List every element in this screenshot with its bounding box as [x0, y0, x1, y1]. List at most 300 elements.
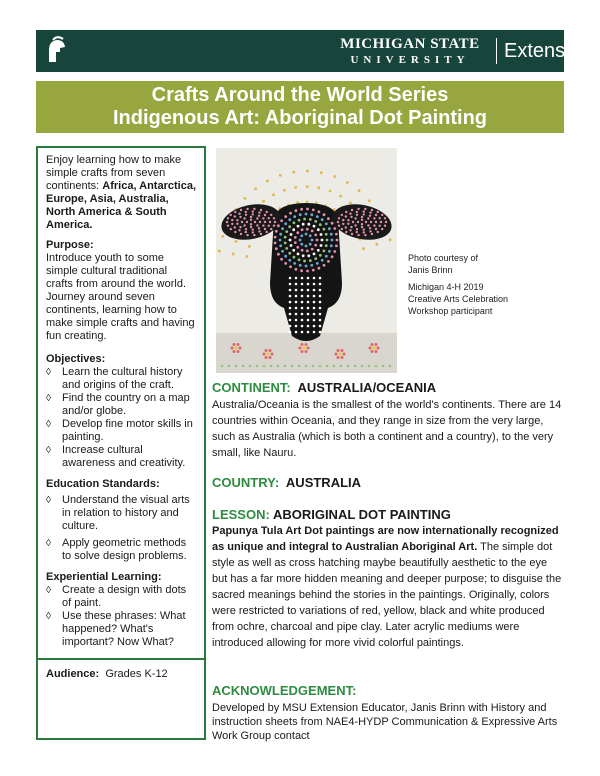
paint-dot [263, 353, 266, 356]
paint-dot [221, 365, 224, 368]
paint-dot [357, 208, 359, 210]
paint-dot [284, 262, 287, 265]
paint-dot [292, 171, 295, 174]
paint-dot [313, 301, 316, 304]
paint-dot [389, 365, 392, 368]
paint-dot [265, 356, 268, 359]
paint-dot [368, 365, 371, 368]
paint-dot [375, 228, 377, 230]
paint-dot [305, 350, 308, 353]
paint-dot [239, 226, 241, 228]
paint-dot [246, 208, 248, 210]
paint-dot [281, 227, 284, 230]
paint-dot [295, 209, 298, 212]
paint-dot [300, 243, 303, 246]
paint-dot [300, 234, 303, 237]
paint-dot [364, 208, 366, 210]
paint-dot [285, 230, 288, 233]
caption-line: Photo courtesy of [408, 253, 479, 263]
caption-line: Workshop participant [408, 306, 493, 316]
paint-dot [319, 301, 322, 304]
paint-dot [300, 208, 303, 211]
paint-dot [240, 233, 242, 235]
paint-dot [363, 213, 365, 215]
msu-wordmark-line2: UNIVERSITY [350, 54, 470, 66]
caption-line: Creative Arts Celebration [408, 294, 509, 304]
paint-dot [289, 301, 292, 304]
paint-dot [356, 211, 358, 213]
paint-dot [301, 249, 304, 252]
paint-dot [307, 289, 310, 292]
paint-dot [288, 225, 291, 228]
paint-dot [312, 269, 315, 272]
paint-dot [331, 222, 334, 225]
paint-dot [375, 365, 378, 368]
paint-dot [237, 350, 240, 353]
paint-dot [307, 313, 310, 316]
msu-wordmark-line1: MICHIGAN STATE [340, 36, 480, 52]
paint-dot [239, 347, 242, 350]
country-heading [212, 475, 564, 490]
paint-dot [284, 236, 287, 239]
paint-dot [379, 217, 381, 219]
country-section [212, 475, 564, 490]
acknowledgement-heading: ACKNOWLEDGEMENT: [212, 683, 357, 698]
caption-event [408, 281, 558, 317]
paint-dot [292, 228, 295, 231]
paint-dot [284, 365, 287, 368]
paint-dot [312, 209, 315, 212]
paint-dot [358, 189, 361, 192]
paint-dot [373, 224, 375, 226]
paint-dot [299, 347, 302, 350]
paint-dot [289, 265, 292, 268]
paint-dot [273, 225, 275, 227]
paint-dot [279, 244, 282, 247]
list-item: ◊ Create a design with dots of paint. [46, 584, 196, 610]
paint-dot [281, 250, 284, 253]
country-label: COUNTRY: [212, 475, 280, 490]
paint-dot [266, 211, 268, 213]
paint-dot [343, 353, 346, 356]
paint-dot [252, 231, 254, 233]
paint-dot [319, 223, 322, 226]
paint-dot [244, 197, 247, 200]
paint-dot [329, 190, 332, 193]
paint-dot [230, 228, 232, 230]
paint-dot [313, 225, 316, 228]
sidebar-intro [46, 154, 196, 232]
lesson-value: ABORIGINAL DOT PAINTING [272, 507, 451, 522]
paint-dot [283, 189, 286, 192]
paint-dot [305, 365, 308, 368]
paint-dot [385, 221, 387, 223]
paint-dot [347, 223, 349, 225]
paint-dot [250, 226, 252, 228]
paint-dot [262, 217, 264, 219]
paint-dot [368, 199, 371, 202]
paint-dot [311, 248, 314, 251]
msu-wordmark [330, 37, 490, 66]
paint-dot [295, 325, 298, 328]
paint-dot [231, 219, 233, 221]
paint-dot [245, 211, 247, 213]
paint-dot [305, 213, 308, 216]
paint-dot [331, 239, 334, 242]
paint-dot [338, 217, 340, 219]
paint-dot [295, 307, 298, 310]
paint-dot [264, 228, 266, 230]
objectives-section [46, 353, 196, 470]
paint-dot [320, 171, 323, 174]
paint-dot [267, 353, 270, 356]
acknowledgement-text: Developed by MSU Extension Educator, Janis Brinn with History and instruction sheets from NAE4-HYDP Communication & Expressive Arts Work Group contact [212, 702, 558, 742]
paint-dot [299, 213, 302, 216]
paint-dot [231, 223, 233, 225]
paint-dot [333, 227, 336, 230]
lesson-body-text: The simple dot style as well as cross hatching maybe beautifully aesthetic to the eye but has a far more hidden meaning and deeper purpose; to disguise the sacred meanings behind the stories in the paintings. Originally, colors were restricted to variations of red, yellow, black and white produced from ochre, charcoal and pipe clay. Later acrylic mediums were introduced allowing for more vivid colorful paintings. [212, 541, 562, 649]
paint-dot [285, 247, 288, 250]
objectives-heading: Objectives: [46, 353, 106, 365]
paint-dot [305, 343, 308, 346]
paint-dot [341, 349, 344, 352]
paint-dot [316, 262, 319, 265]
paint-dot [309, 218, 312, 221]
paint-dot [284, 222, 287, 225]
dot-painting-photo [216, 148, 397, 373]
paint-dot [277, 253, 280, 256]
paint-dot [246, 221, 248, 223]
paint-dot [233, 343, 236, 346]
continent-section [212, 380, 564, 461]
continent-heading [212, 380, 564, 395]
paint-dot [252, 210, 254, 212]
paint-dot [258, 230, 260, 232]
paint-dot [289, 295, 292, 298]
paint-dot [349, 202, 352, 205]
paint-dot [268, 225, 270, 227]
paint-dot [243, 224, 245, 226]
paint-dot [259, 221, 261, 223]
standards-list [46, 494, 196, 563]
paint-dot [325, 222, 328, 225]
paint-dot [295, 268, 298, 271]
paint-dot [338, 225, 340, 227]
paint-dot [313, 307, 316, 310]
paint-dot [321, 259, 324, 262]
title-band [36, 81, 564, 133]
sidebar [36, 146, 206, 740]
paint-dot [354, 224, 356, 226]
paint-dot [314, 257, 317, 260]
paint-dot [307, 319, 310, 322]
spartan-helmet-icon [44, 36, 68, 66]
paint-dot [289, 313, 292, 316]
paint-dot [301, 277, 304, 280]
paint-dot [325, 255, 328, 258]
paint-dot [380, 221, 382, 223]
paint-dot [319, 307, 322, 310]
paint-dot [289, 325, 292, 328]
experiential-section [46, 571, 196, 649]
paint-dot [319, 254, 322, 257]
list-item: ◊ Apply geometric methods to solve design problems. [46, 537, 196, 563]
paint-dot [298, 219, 301, 222]
paint-dot [354, 217, 356, 219]
paint-dot [309, 259, 312, 262]
paint-dot [314, 220, 317, 223]
paint-dot [295, 313, 298, 316]
paint-dot [345, 231, 347, 233]
paint-dot [269, 349, 272, 352]
paint-dot [238, 229, 240, 231]
objectives-list [46, 366, 196, 470]
continent-label: CONTINENT: [212, 380, 291, 395]
paint-dot [314, 244, 317, 247]
paint-dot [297, 253, 300, 256]
paint-dot [289, 331, 292, 334]
paint-dot [317, 228, 320, 231]
paint-dot [342, 223, 344, 225]
paint-dot [351, 233, 353, 235]
paint-dot [249, 365, 252, 368]
paint-dot [313, 319, 316, 322]
paint-dot [345, 226, 347, 228]
paint-dot [236, 223, 238, 225]
paint-dot [323, 264, 326, 267]
paint-dot [250, 223, 252, 225]
paint-dot [347, 365, 350, 368]
paint-dot [294, 241, 297, 244]
paint-dot [246, 255, 249, 258]
paint-dot [319, 283, 322, 286]
paint-dot [341, 356, 344, 359]
lesson-title: Indigenous Art: Aboriginal Dot Painting [112, 107, 488, 129]
paint-dot [295, 289, 298, 292]
paint-dot [321, 218, 324, 221]
paint-dot [265, 349, 268, 352]
paint-dot [316, 239, 319, 242]
paint-dot [230, 214, 232, 216]
paint-dot [245, 214, 247, 216]
paint-dot [375, 214, 377, 216]
paint-dot [321, 239, 324, 242]
experiential-heading: Experiential Learning: [46, 571, 162, 583]
paint-dot [298, 365, 301, 368]
paint-dot [362, 247, 365, 250]
paint-dot [274, 236, 277, 239]
paint-dot [384, 217, 386, 219]
paint-dot [337, 349, 340, 352]
paint-dot [279, 239, 282, 242]
paint-dot [335, 353, 338, 356]
paint-dot [327, 217, 330, 220]
paint-dot [349, 213, 351, 215]
paint-dot [289, 283, 292, 286]
paint-dot [270, 365, 273, 368]
paint-dot [318, 267, 321, 270]
paint-dot [349, 229, 351, 231]
paint-dot [302, 254, 305, 257]
paint-dot [254, 187, 257, 190]
paint-dot [256, 217, 258, 219]
paint-dot [289, 289, 292, 292]
paint-dot [356, 228, 358, 230]
paint-dot [288, 259, 291, 262]
list-item: ◊ Learn the cultural history and origins of the craft. [46, 366, 196, 392]
paint-dot [292, 249, 295, 252]
paint-dot [291, 365, 294, 368]
paint-dot [375, 350, 378, 353]
paint-dot [260, 233, 262, 235]
paint-dot [316, 215, 319, 218]
paint-dot [284, 242, 287, 245]
paint-dot [361, 219, 363, 221]
paint-dot [333, 175, 336, 178]
acknowledgement-section [212, 683, 564, 743]
paint-dot [306, 250, 309, 253]
paint-dot [306, 208, 309, 211]
paint-dot [307, 331, 310, 334]
paint-dot [301, 228, 304, 231]
paint-dot [258, 211, 260, 213]
paint-dot [371, 350, 374, 353]
paint-dot [221, 235, 224, 238]
paint-dot [280, 219, 283, 222]
paint-dot [333, 250, 336, 253]
paint-dot [300, 269, 303, 272]
paint-dot [361, 365, 364, 368]
paint-dot [361, 216, 363, 218]
paint-dot [307, 347, 310, 350]
paint-dot [284, 215, 287, 218]
paint-dot [305, 233, 308, 236]
paint-dot [301, 331, 304, 334]
photo-caption [408, 252, 558, 322]
paint-dot [303, 218, 306, 221]
paint-dot [371, 233, 373, 235]
purpose-heading: Purpose: [46, 239, 94, 251]
caption-line: Michigan 4-H 2019 [408, 282, 484, 292]
audience [46, 668, 168, 681]
paint-dot [319, 295, 322, 298]
paint-dot [264, 214, 266, 216]
paint-dot [369, 227, 371, 229]
paint-dot [369, 347, 372, 350]
paint-dot [250, 216, 252, 218]
extension-label: Extension [504, 40, 592, 62]
paint-dot [246, 234, 248, 236]
paint-dot [305, 245, 308, 248]
paint-dot [331, 255, 334, 258]
paint-dot [270, 228, 272, 230]
paint-dot [307, 277, 310, 280]
paint-dot [301, 301, 304, 304]
paint-dot [293, 256, 296, 259]
audience-divider [38, 658, 204, 660]
paint-dot [381, 214, 383, 216]
paint-dot [253, 208, 255, 210]
paint-dot [341, 214, 343, 216]
paint-dot [296, 231, 299, 234]
paint-dot [240, 209, 242, 211]
paint-dot [253, 234, 255, 236]
paint-dot [227, 225, 229, 227]
paint-dot [301, 283, 304, 286]
paint-dot [323, 213, 326, 216]
paint-dot [258, 215, 260, 217]
paint-dot [330, 244, 333, 247]
list-item: ◊ Develop fine motor skills in painting. [46, 418, 196, 444]
paint-dot [307, 301, 310, 304]
paint-dot [258, 227, 260, 229]
paint-dot [335, 245, 338, 248]
paint-dot [275, 230, 278, 233]
paint-dot [273, 217, 275, 219]
paint-dot [266, 231, 268, 233]
paint-dot [237, 343, 240, 346]
paint-dot [305, 265, 308, 268]
paint-dot [389, 238, 392, 241]
paint-dot [375, 243, 378, 246]
paint-dot [228, 365, 231, 368]
list-item: ◊ Increase cultural awareness and creativity. [46, 444, 196, 470]
paint-dot [234, 215, 236, 217]
paint-dot [326, 239, 329, 242]
paint-dot [369, 230, 371, 232]
list-item: ◊ Understand the visual arts in relation to history and culture. [46, 494, 196, 533]
paint-dot [297, 225, 300, 228]
paint-dot [319, 365, 322, 368]
paint-dot [313, 289, 316, 292]
paint-dot [303, 260, 306, 263]
paint-dot [328, 250, 331, 253]
paint-dot [314, 234, 317, 237]
paint-dot [307, 307, 310, 310]
standards-section [46, 478, 196, 563]
lesson-heading [212, 507, 564, 522]
paint-dot [295, 319, 298, 322]
paint-dot [377, 211, 379, 213]
paint-dot [381, 228, 383, 230]
paint-dot [235, 240, 238, 243]
paint-dot [252, 213, 254, 215]
paint-dot [293, 262, 296, 265]
lesson-label: LESSON: [212, 507, 270, 522]
list-item: ◊ Find the country on a map and/or globe. [46, 392, 196, 418]
paint-dot [289, 239, 292, 242]
paint-dot [289, 212, 292, 215]
country-value: AUSTRALIA [285, 475, 362, 490]
paint-dot [313, 295, 316, 298]
paint-dot [313, 253, 316, 256]
paint-dot [301, 319, 304, 322]
paint-dot [256, 224, 258, 226]
intro-text: Enjoy learning how to make simple crafts from seven continents: [46, 154, 182, 192]
paint-dot [363, 228, 365, 230]
paint-dot [325, 244, 328, 247]
paint-dot [350, 216, 352, 218]
paint-dot [235, 365, 238, 368]
paint-dot [302, 223, 305, 226]
paint-dot [295, 277, 298, 280]
paint-dot [341, 228, 343, 230]
paint-dot [313, 277, 316, 280]
paint-dot [309, 243, 312, 246]
purpose-text: Introduce youth to some simple cultural traditional crafts from around the world. Journey around seven continents, learning how to make simple crafts and having fun creating. [46, 252, 195, 342]
paint-dot [301, 313, 304, 316]
paint-dot [279, 174, 282, 177]
